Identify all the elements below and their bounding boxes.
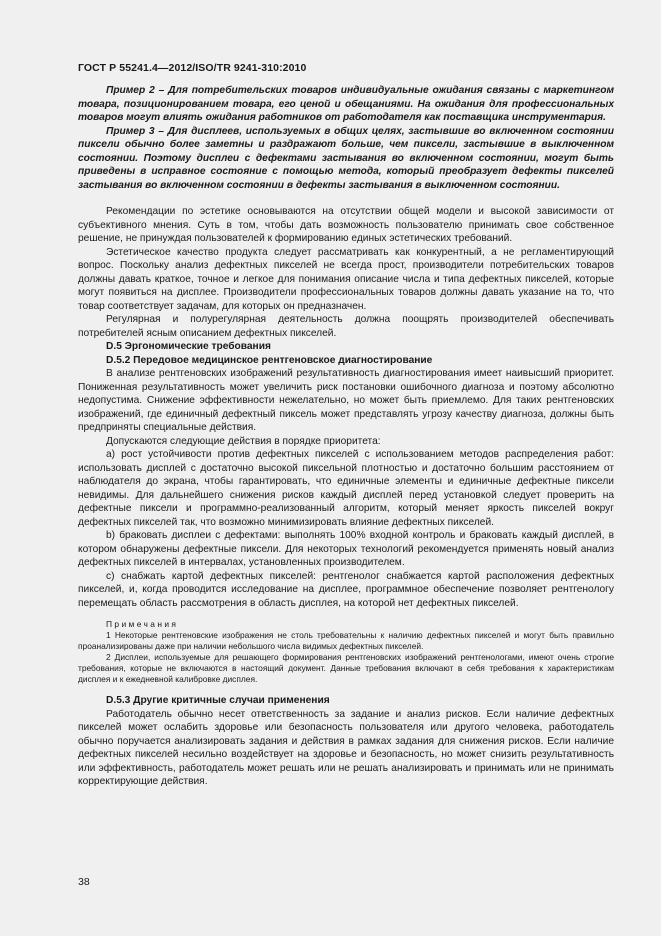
page-content	[78, 84, 614, 789]
note-2: 2 Дисплеи, используемые для решающего формирования рентгеновских изображений рентгенологами, имеют очень строгие требования, которые не включаются в настоящий документ. Данные требования включают в себя требования к характеристикам дисплея и к ежедневной калибровке дисплея.	[78, 652, 614, 684]
page-number: 38	[78, 876, 90, 888]
paragraph-regulation: Регулярная и полурегулярная деятельность должна поощрять производителей обеспечивать потребителей ясным описанием дефектных пикселей.	[78, 314, 614, 339]
paragraph-allowed-actions: Допускаются следующие действия в порядке приоритета:	[106, 435, 381, 447]
list-item-b: b) браковать дисплеи с дефектами: выполнять 100% входной контроль и браковать каждый дисплей, в котором обнаружены дефектные пиксели. Для некоторых технологий рекомендуется применять новый анализ дефектных пикселей в интервалах, установленных производителем.	[78, 530, 614, 568]
notes-block	[78, 619, 614, 685]
document-header: ГОСТ Р 55241.4—2012/ISO/TR 9241-310:2010	[78, 62, 307, 74]
heading-d5: D.5 Эргономические требования	[106, 341, 271, 352]
example-3: Пример 3 – Для дисплеев, используемых в общих целях, застывшие во включенном состоянии пиксели обычно более заметны и раздражают больше, чем пиксели, застывшие в выключенном состоянии. Поэтому дисплеи с дефектами застывания во включенном состоянии, могут быть приведены в исправное состояние с помощью метода, который преобразует дефекты пикселей застывания во включенном состоянии в дефекты застывания в выключенном состоянии.	[78, 125, 614, 191]
heading-d5-2: D.5.2 Передовое медицинское рентгеновское диагностирование	[106, 354, 433, 366]
paragraph-xray-analysis: В анализе рентгеновских изображений результативность диагностирования имеет наивысший приоритет. Пониженная результативность может увеличить риск постановки ошибочного диагноза и поэтому абсолютно недопустима. Снижение эффективности нежелательно, но может быть приемлемо. Для таких рентгеновских изображений, где единичный дефектный пиксель может представлять угрозу качеству диагноза, должны быть предприняты специальные действия.	[78, 368, 614, 433]
list-item-a: a) рост устойчивости против дефектных пикселей с использованием методов распределения работ: использовать дисплей с достаточно высокой пиксельной плотностью и достаточно большим расстоянием от наблюдателя до экрана, чтобы гарантировать, что единичные элементы и единичные дефектные пиксели невидимы. Для дальнейшего снижения рисков каждый дисплей перед установкой следует проверить на дефектные пиксели и программно-реализованный алгоритм, который меняет яркость пикселей вокруг дефектных пикселей так, что возможно минимизировать влияние дефектных пикселей.	[78, 449, 614, 528]
list-item-c: c) снабжать картой дефектных пикселей: рентгенолог снабжается картой расположения дефектных пикселей, и, когда проводится исследование на дисплее, программное обеспечение позволяет рентгенологу перемещать область рассмотрения в область дисплея, на которой нет дефектных пикселей.	[78, 570, 614, 609]
notes-title: Примечания	[106, 619, 179, 629]
paragraph-employer: Работодатель обычно несет ответственность за задание и анализ рисков. Если наличие дефектных пикселей может ослабить здоровье или безопасность пользователя или другого человека, работодатель обычно поручается анализировать задания и действия в рамках задания для снижения рисков. Если наличие дефектных пикселей несильно воздействует на здоровье и безопасность, но может снизить результативность или эффективность, работодатель может решать или не решать анализировать и принимать или не принимать корректирующие действия.	[78, 708, 614, 787]
example-2: Пример 2 – Для потребительских товаров индивидуальные ожидания связаны с маркетингом товара, позиционированием товара, его ценой и обещаниями. На ожидания для профессиональных товаров могут влиять ожидания работников от работодателя как поставщика инструментария.	[78, 85, 614, 123]
note-1: 1 Некоторые рентгеновские изображения не столь требовательны к наличию дефектных пикселей и могут быть правильно проанализированы даже при наличии небольшого числа видимых дефектных пикселей.	[78, 630, 614, 651]
heading-d5-3: D.5.3 Другие критичные случаи применения	[106, 695, 330, 706]
paragraph-quality: Эстетическое качество продукта следует рассматривать как конкурентный, а не регламентирующий вопрос. Поскольку анализ дефектных пикселей не всегда прост, производители потребительских товаров должны давать краткое, точное и легкое для понимания описание числа и типа дефектных пикселей, которые могут появиться на дисплее. Производители профессиональных товаров должны давать указание на то, что товар соответствует задачам, для которых он предназначен.	[78, 246, 614, 312]
paragraph-aesthetics: Рекомендации по эстетике основываются на отсутствии общей модели и высокой зависимости от субъективного мнения. Суть в том, чтобы дать возможность пользователю принимать свое собственное решение, не принуждая пользователей к формированию единых эстетических требований.	[78, 206, 614, 244]
